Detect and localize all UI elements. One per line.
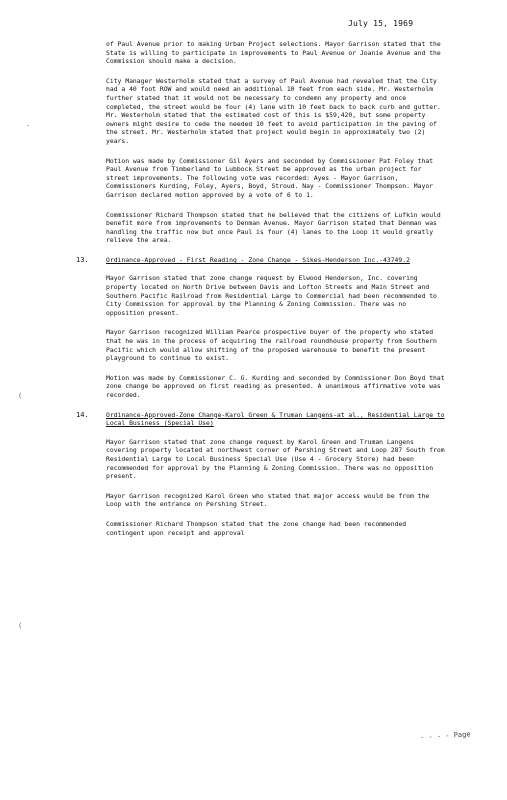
paragraph: Commissioner Richard Thompson stated that the zone change had been recommended contingent upon receipt and approval [106, 519, 407, 537]
margin-mark: · [26, 122, 31, 130]
document-body [76, 40, 446, 548]
paragraph: Motion was made by Commissioner Gil Ayers and seconded by Commissioner Pat Foley that Paul Avenue from Timberland to Lubbock Street be approved as the urban project for street improvements. The following vote was recorded: Ayes - Mayor Garrison, Commissioners Kurding, Foley, Ayers, Boyd, Stroud. Nay - Commissioner Thompson. Mayor Garrison declared motion approved by a vote of 6 to 1. [106, 156, 434, 199]
paragraph: Mayor Garrison recognized William Pearce prospective buyer of the property who stated that he was in the process of acquiring the railroad roundhouse property from Southern Pacific which would allow shifting of the proposed warehouse to benefit the present playground to continue to exist. [106, 328, 437, 363]
item-heading: Ordinance-Approved - First Reading - Zone Change - Sikes-Henderson Inc.-43749.2 [106, 255, 410, 264]
page-stamp: - - - - Page [419, 730, 471, 742]
paragraph: Mayor Garrison stated that zone change request by Karol Green and Truman Langens covering property located at northwest corner of Pershing Street and Loop 287 South from Residential Large to Local Business Special Use (Use 4 - Grocery Store) had been recommended for approval by the Planning & Zoning Commission. There was no opposition present. [106, 437, 445, 481]
agenda-item-13 [76, 255, 446, 400]
paragraph: of Paul Avenue prior to making Urban Project selections. Mayor Garrison stated that the State is willing to participate in improvements to Paul Avenue or Joanie Avenue and the Commission should make a decision. [106, 40, 441, 66]
item-heading: Ordinance-Approved-Zone Change-Karol Green & Truman Langens-at al., Residential Large to Local Business (Special Use) [106, 410, 445, 428]
paragraph: City Manager Westerholm stated that a survey of Paul Avenue had revealed that the City had a 40 foot ROW and would need an additional 10 feet from each side. Mr. Westerholm further stated that it would not be necessary to condemn any property and once completed, the street would be four (4) lane with 10 feet back to back curb and gutter. Mr. Westerholm stated that the estimated cost of this is $59,420, but some property owners might desire to cede the needed 10 feet to avoid participation in the paving of the street. Mr. Westerholm stated that project would begin in approximately two (2) years. [106, 76, 441, 145]
paragraph: Commissioner Richard Thompson stated that he believed that the citizens of Lufkin would benefit more from improvements to Denman Avenue. Mayor Garrison stated that Denman was handling the traffic now but once Paul is four (4) lanes to the Loop it would greatly relieve the area. [106, 210, 441, 245]
margin-mark: ( [18, 622, 23, 630]
paragraph: Mayor Garrison recognized Karol Green who stated that major access would be from the Loop with the entrance on Pershing Street. [106, 491, 430, 509]
margin-mark: ( [18, 392, 23, 400]
item-number: 14. [76, 410, 89, 419]
date-header: July 15, 1969 [348, 19, 414, 28]
paragraph: Mayor Garrison stated that zone change request by Elwood Henderson, Inc. covering property located on North Drive between Davis and Lofton Streets and Main Street and Southern Pacific Railroad from Residential Large to Commercial had been recommended to City Commission for approval by the Planning & Zoning Commission. There was no opposition present. [106, 274, 437, 317]
paragraph: Motion was made by Commissioner C. G. Kurding and seconded by Commissioner Don Boyd that zone change be approved on first reading as presented. A unanimous affirmative vote was recorded. [106, 373, 445, 399]
item-number: 13. [76, 255, 89, 264]
agenda-item-14 [76, 410, 446, 538]
